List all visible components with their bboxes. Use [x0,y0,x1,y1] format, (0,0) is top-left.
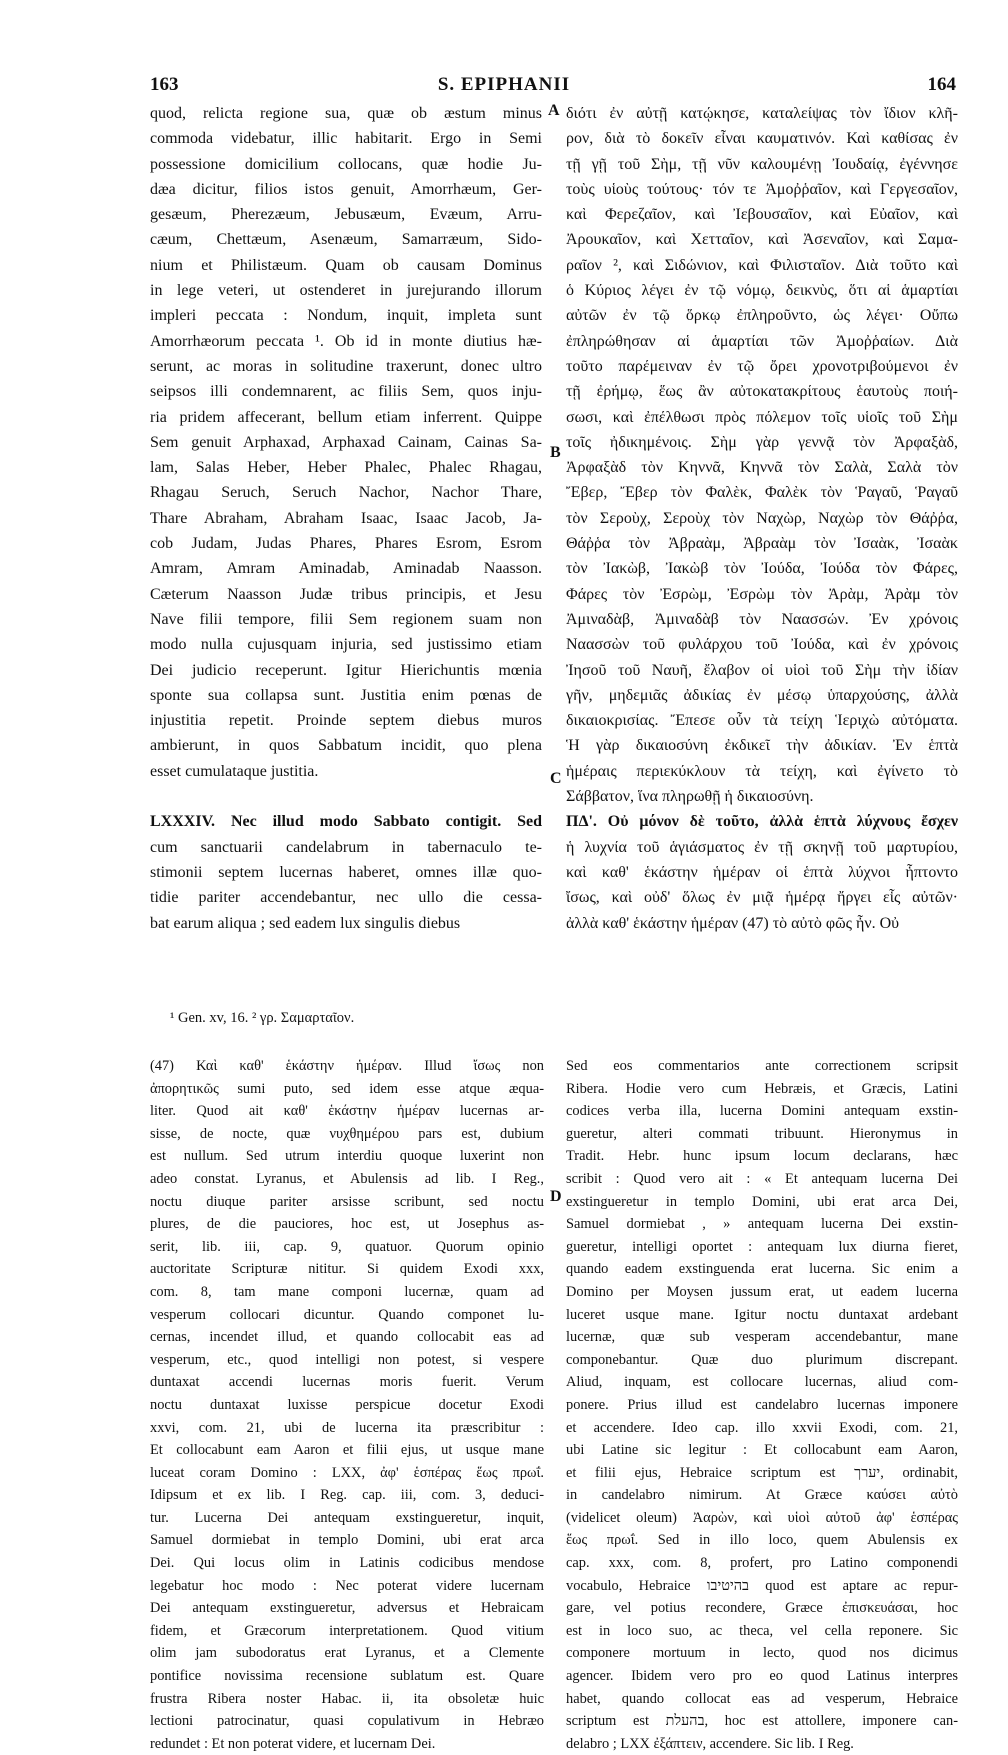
text-line: Domino per Moysen jussum erat, ut eadem lucerna [566,1283,958,1300]
text-line: quando eadem exstinguenda erat lucerna. Sic enim a [566,1261,958,1278]
text-line: Samuel dormiebat , » antequam lucerna Dei exstin- [566,1216,958,1233]
text-line: δικαιοκρισίας. Ἔπεσε οὖν τὰ τείχη Ἱεριχὼ αὐτόματα. [566,712,958,730]
text-line: et filii ejus, Hebraice scriptum est יערך, ordinabit, [566,1464,958,1481]
text-line: scriptum est בהעלת, hoc est attollere, imponere can- [566,1713,958,1730]
text-line: τῇ γῇ τοῦ Σὴμ, τῇ νῦν καλουμένῃ Ἰουδαίᾳ, ἐγέννησε [566,155,958,173]
text-line: stimonii septem lucernas haberet, omnes illæ quo- [150,863,542,881]
text-line: Ἡ γὰρ δικαιοσύνη ἐκδικεῖ τὴν ἀδικίαν. Ἐν ἑπτὰ [566,737,958,755]
greek-text-column [566,101,958,936]
text-line: bat earum aliqua ; sed eadem lux singulis diebus [150,914,461,932]
text-line: xxvi, com. 21, ubi de lucerna ita præscribitur : [150,1419,544,1436]
text-line: sponte sua collapsa sunt. Justitia enim pœnas de [150,686,542,704]
text-line: gesæum, Pherezæum, Jebusæum, Evæum, Arru- [150,206,542,224]
text-line: Ἀρουκαῖον, καὶ Χετταῖον, καὶ Ἀσεναῖον, καὶ Σαμα- [566,231,958,249]
text-line: Amorrhæorum peccata ¹. Ob id in monte diutius hæ- [150,332,542,350]
notes-column-left [150,1055,544,1755]
text-line: cap. xxx, com. 8, profert, pro Latino componendi [566,1555,958,1572]
text-line: ἕως πρωΐ. Sed in illo loco, quem Abulensis ex [566,1532,958,1549]
page-number-right: 164 [927,74,956,95]
text-line: ΠΔ'. Οὐ μόνον δὲ τοῦτο, ἀλλὰ ἑπτὰ λύχνους ἔσχεν [566,813,958,831]
text-line: cob Judam, Judas Phares, Phares Esrom, Esrom [150,535,542,553]
text-line: serit, lib. iii, cap. 9, quatuor. Quorum opinio [150,1238,544,1255]
text-line: ἐπληρώθησαν αἱ ἁμαρτίαι τῶν Ἀμοῤῥαίων. Διὰ [566,332,958,350]
text-line: seipsos illi condemnarent, ac filiis Sem, quos inju- [150,383,542,401]
text-line: luceret usque mane. Igitur noctu duntaxat ardebant [566,1306,958,1323]
text-line: cernas, incendet illud, et quando collocabit eas ad [150,1329,544,1346]
text-line: est in loco suo, ac theca, vel cella reponere. Sic [566,1622,958,1639]
text-line: habet, quando collocat eas ad vesperum, Hebraice [566,1690,958,1707]
text-line: Φάρες τὸν Ἐσρὼμ, Ἐσρὼμ τὸν Ἀρὰμ, Ἀρὰμ τὸν [566,585,958,603]
text-line: sisse, de nocte, quæ νυχθημέρου pars est, dubium [150,1125,544,1142]
text-line: possessione domicilium collocans, quæ hodie Ju- [150,155,542,173]
text-line: fidem, et Græcorum interpretationem. Quod vitium [150,1622,544,1639]
footnote-references: ¹ Gen. xv, 16. ² γρ. Σαμαρταῖον. [170,1010,355,1026]
text-line: καὶ καθ' ἑκάστην ἡμέραν οἱ ἑπτὰ λύχνοι ἧπτοντο [566,863,958,881]
text-line: Rhagau Seruch, Seruch Nachor, Nachor Thare, [150,484,542,502]
text-line: agencer. Ibidem vero pro eo quod Latinus interpres [566,1668,958,1685]
text-line: διότι ἐν αὐτῇ κατῴκησε, καταλείψας τὸν ἴδιον κλῆ- [566,105,958,122]
text-line: legebatur hoc modo : Nec poterat videre lucernam [150,1577,544,1594]
text-line: Tradit. Hebr. hunc ipsum locum declarans, hæc [566,1148,958,1165]
notes-column-right [566,1055,958,1755]
text-line: Sed eos commentarios ante correctionem scripsit [566,1058,958,1074]
text-line: Samuel dormiebat in templo Domini, ubi erat arca [150,1532,544,1549]
text-line: Θάῤῥα τὸν Ἀβραὰμ, Ἀβραὰμ τὸν Ἰσαὰκ, Ἰσαὰκ [566,535,958,553]
text-line: frustra Ribera noster Habac. ii, ita obsoletæ huic [150,1690,544,1707]
text-line: redundet : Et non poterat videre, et lucernam Dei. [150,1735,436,1752]
text-line: cum sanctuarii candelabrum in tabernaculo te- [150,838,542,856]
text-line: (videlicet oleum) Ἀαρὼν, καὶ υἱοὶ αὐτοῦ ἀφ' ἑσπέρας [566,1509,958,1526]
text-line: Ναασσὼν τοῦ φυλάρχου τοῦ Ἰούδα, καὶ ἐν χρόνοις [566,636,958,654]
text-line: esset cumulataque justitia. [150,762,319,780]
text-line: gare, vel potius recondere, Græce ἐπισκευάσαι, hoc [566,1600,958,1617]
text-line: Ἀρφαξὰδ τὸν Κηννᾶ, Κηννᾶ τὸν Σαλὰ, Σαλὰ τὸν [566,459,958,477]
text-line: Thare Abraham, Abraham Isaac, Isaac Jacob, Ja- [150,509,542,527]
text-line: ponere. Prius illud est candelabro lucernas imponere [566,1396,958,1413]
text-line: ria pridem affecerant, bellum etiam inferrent. Quippe [150,408,542,426]
text-line: Ἀμιναδὰβ, Ἀμιναδὰβ τὸν Ναασσών. Ἐν χρόνοις [566,610,958,628]
text-line: liter. Quod ait καθ' ἑκάστην ἡμέραν lucernas ar- [150,1103,544,1120]
text-line: quod, relicta regione sua, quæ ob æstum minus [150,105,542,122]
text-line: adeo constat. Lyranus, et Abulensis ad lib. I Reg., [150,1170,544,1187]
text-line: serunt, ac moras in solitudine traxerunt, donec ultro [150,357,542,375]
text-line: nium et Philistæum. Quam ob causam Dominus [150,256,542,274]
text-line: lucernæ, quæ sub vesperam accendebantur, mane [566,1329,958,1346]
latin-text-column [150,101,542,936]
text-line: in candelabro nimirum. At Græce καύσει αὐτὸ [566,1487,958,1504]
running-title: S. EPIPHANII [437,74,571,95]
text-line: olim jam subodoratus erat Lyranus, et a Clemente [150,1645,544,1662]
text-line: duntaxat accendi lucernas moris fuerit. Verum [150,1374,544,1391]
text-line: gueretur, intelligi oportet : antequam lux diurna fieret, [566,1238,958,1255]
text-line: τὸν Ἰακὼβ, Ἰακὼβ τὸν Ἰούδα, Ἰούδα τὸν Φάρες, [566,560,958,578]
text-line: ἀπορητικῶς sumi puto, sed idem esse atque æqua- [150,1080,544,1097]
text-line: delabro ; LXX ἐξάπτειν, accendere. Sic lib. I Reg. [566,1735,854,1752]
text-line: τὸν Σεροὺχ, Σεροὺχ τὸν Ναχὼρ, Ναχὼρ τὸν Θάῤῥα, [566,509,958,527]
text-line: componebantur. Quæ duo plurimum discrepant. [566,1351,958,1368]
text-line: codices verba illa, lucerna Domini antequam exstin- [566,1103,958,1120]
text-line: καὶ Φερεζαῖον, καὶ Ἰεβουσαῖον, καὶ Εὐαῖον, καὶ [566,206,958,224]
page-number-left: 163 [150,74,179,95]
text-line: Dei antequam exstingueretur, adversus et Hebraicam [150,1600,544,1617]
text-line: σωσι, καὶ ἐπέλθωσι πρὸς πόλεμον τοῖς υἱοῖς τοῦ Σὴμ [566,408,958,426]
text-line: τοῦτο παρέμειναν ἐν τῷ ὄρει χρονοτριβούμενοι ἐν [566,357,958,375]
text-line: lam, Salas Heber, Heber Phalec, Phalec Rhagau, [150,459,542,477]
text-line: Ἰησοῦ τοῦ Ναυῆ, ἔλαβον οἱ υἱοὶ τοῦ Σὴμ τὴν ἰδίαν [566,661,958,679]
text-line: vesperum collocari dicuntur. Quando componet lu- [150,1306,544,1323]
text-line: LXXXIV. Nec illud modo Sabbato contigit. Sed [150,813,542,831]
text-line: commoda videbatur, illic habitarit. Ergo in Semi [150,130,542,148]
text-line: lectioni patrocinatur, quasi copulativum in Hebræo [150,1713,544,1730]
text-line: Nave filii tempore, filii Sem regionem suam non [150,610,542,628]
text-line: com. 8, tam mane componi lucernæ, quam ad [150,1283,544,1300]
text-line: τοὺς υἱοὺς τούτους· τόν τε Ἀμοῤῥαῖον, καὶ Γεργεσαῖον, [566,180,958,198]
text-line: dæa dicitur, filios istos genuit, Amorrhæum, Ger- [150,180,542,198]
text-line: ἀλλὰ καθ' ἑκάστην ἡμέραν (47) τὸ αὐτὸ φῶς ἦν. Οὐ [566,914,900,932]
text-line: Sem genuit Arphaxad, Arphaxad Cainam, Cainas Sa- [150,433,542,451]
text-line: Idipsum et ex lib. I Reg. cap. iii, com. 3, deduci- [150,1487,544,1504]
text-line: ubi Latine sic legitur : Et collocabunt eam Aaron, [566,1442,958,1459]
margin-letter-d: D [550,1188,562,1205]
text-line: injustitia repetit. Proinde septem diebus muros [150,712,542,730]
text-line: Et collocabunt eam Aaron et filii ejus, ut usque mane [150,1442,544,1459]
running-header [0,74,1008,98]
text-line: ραῖον ², καὶ Σιδώνιον, καὶ Φιλισταῖον. Διὰ τοῦτο καὶ [566,256,958,274]
text-line: tur. Lucerna Dei antequam exstingueretur, inquit, [150,1509,544,1526]
text-line: noctu duntaxat luxisse perspicue docetur Exodi [150,1396,544,1413]
text-line: τῇ ἐρήμῳ, ἕως ἂν αὐτοκατακρίτους ἑαυτοὺς ποιή- [566,383,958,401]
text-line: plures, de die pauciores, hoc est, ut Josephus as- [150,1216,544,1233]
text-line: ἴσως, καὶ οὐδ' ὅλως ἐν μιᾷ ἡμέρᾳ ἤργει εἷς αὐτῶν· [566,889,958,907]
text-line: (47) Καὶ καθ' ἑκάστην ἡμέραν. Illud ἴσως non [150,1058,544,1074]
text-line: Dei. Qui locus olim in Latinis codicibus mendose [150,1555,544,1572]
text-line: exstingueretur in templo Domini, ubi erat arca Dei, [566,1193,958,1210]
text-line: modo nulla cujusquam injuria, sed justissimo etiam [150,636,542,654]
text-line: noctu diuque pariter arsisse scribunt, sed noctu [150,1193,544,1210]
text-line: scribit : Quod vero ait : « Et antequam lucerna Dei [566,1170,958,1187]
text-line: Dei judicio receperunt. Igitur Hierichuntis mœnia [150,661,542,679]
text-line: ἡ λυχνία τοῦ ἁγιάσματος ἐν τῇ σκηνῇ τοῦ μαρτυρίου, [566,838,958,856]
text-line: in lege veteri, ut ostenderet in jurejurando illorum [150,282,542,300]
text-line: ἡμέραις περιεκύκλουν τὰ τείχη, καὶ ἐγίνετο τὸ [566,762,958,780]
text-line: et accendere. Ideo cap. illo xxvii Exodi, com. 21, [566,1419,958,1436]
text-line: componere mortuum in lecto, quod nos dicimus [566,1645,958,1662]
text-line: cæum, Chettæum, Asenæum, Samarræum, Sido- [150,231,542,249]
text-line: αὐτῶν ἐν τῷ ὅρκῳ ἐπληροῦντο, ὡς λέγει· Οὔπω [566,307,958,325]
margin-letter-a: A [548,102,560,119]
text-line: auctoritate Scripturæ nititur. Si quidem Exodi xxx, [150,1261,544,1278]
text-line [150,784,542,809]
text-line: ρον, διὰ τὸ δοκεῖν εἶναι καυματινόν. Καὶ καθίσας ἐν [566,130,958,148]
text-line: impleri peccata : Nondum, inquit, impleta sunt [150,307,542,325]
text-line: Cæterum Naasson Judæ tribus principis, et Jesu [150,585,542,603]
text-line: Σάββατον, ἵνα πληρωθῇ ἡ δικαιοσύνη. [566,788,814,806]
text-line: gueretur, alteri commati tribuunt. Hieronymus in [566,1125,958,1142]
text-line: Ἔβερ, Ἔβερ τὸν Φαλὲκ, Φαλὲκ τὸν Ῥαγαῦ, Ῥαγαῦ [566,484,958,502]
text-line: vocabulo, Hebraice בהיטיבו quod est aptare ac repur- [566,1577,958,1594]
margin-letter-c: C [550,770,562,787]
text-line: vesperum, etc., quod intelligi non potest, si vespere [150,1351,544,1368]
text-line: Ribera. Hodie vero cum Hebræis, et Græcis, Latini [566,1080,958,1097]
text-line: tidie pariter accendebantur, nec ullo die cessa- [150,889,542,907]
text-line: ambierunt, in quos Sabbatum incidit, quo plena [150,737,542,755]
text-line: Aliud, inquam, est collocare lucernas, aliud com- [566,1374,958,1391]
text-line: τοῖς ἠδικημένοις. Σὴμ γὰρ γεννᾷ τὸν Ἀρφαξὰδ, [566,433,958,451]
text-line: luceat coram Domino : LXX, ἀφ' ἑσπέρας ἕως πρωΐ. [150,1464,544,1481]
text-line: est nullum. Sed utrum interdiu quoque luxerint non [150,1148,544,1165]
text-line: pontifice novissima recensione sublatum est. Quare [150,1668,544,1685]
margin-letter-b: B [550,444,561,461]
text-line: ὁ Κύριος λέγει ἐν τῷ νόμῳ, δεικνὺς, ὅτι αἱ ἁμαρτίαι [566,282,958,300]
text-line: Amram, Amram Aminadab, Aminadab Naasson. [150,560,542,578]
text-line: γῆν, μηδεμιᾶς ἀδικίας ἐν μέσῳ ὑπαρχούσης, ἀλλὰ [566,686,958,704]
